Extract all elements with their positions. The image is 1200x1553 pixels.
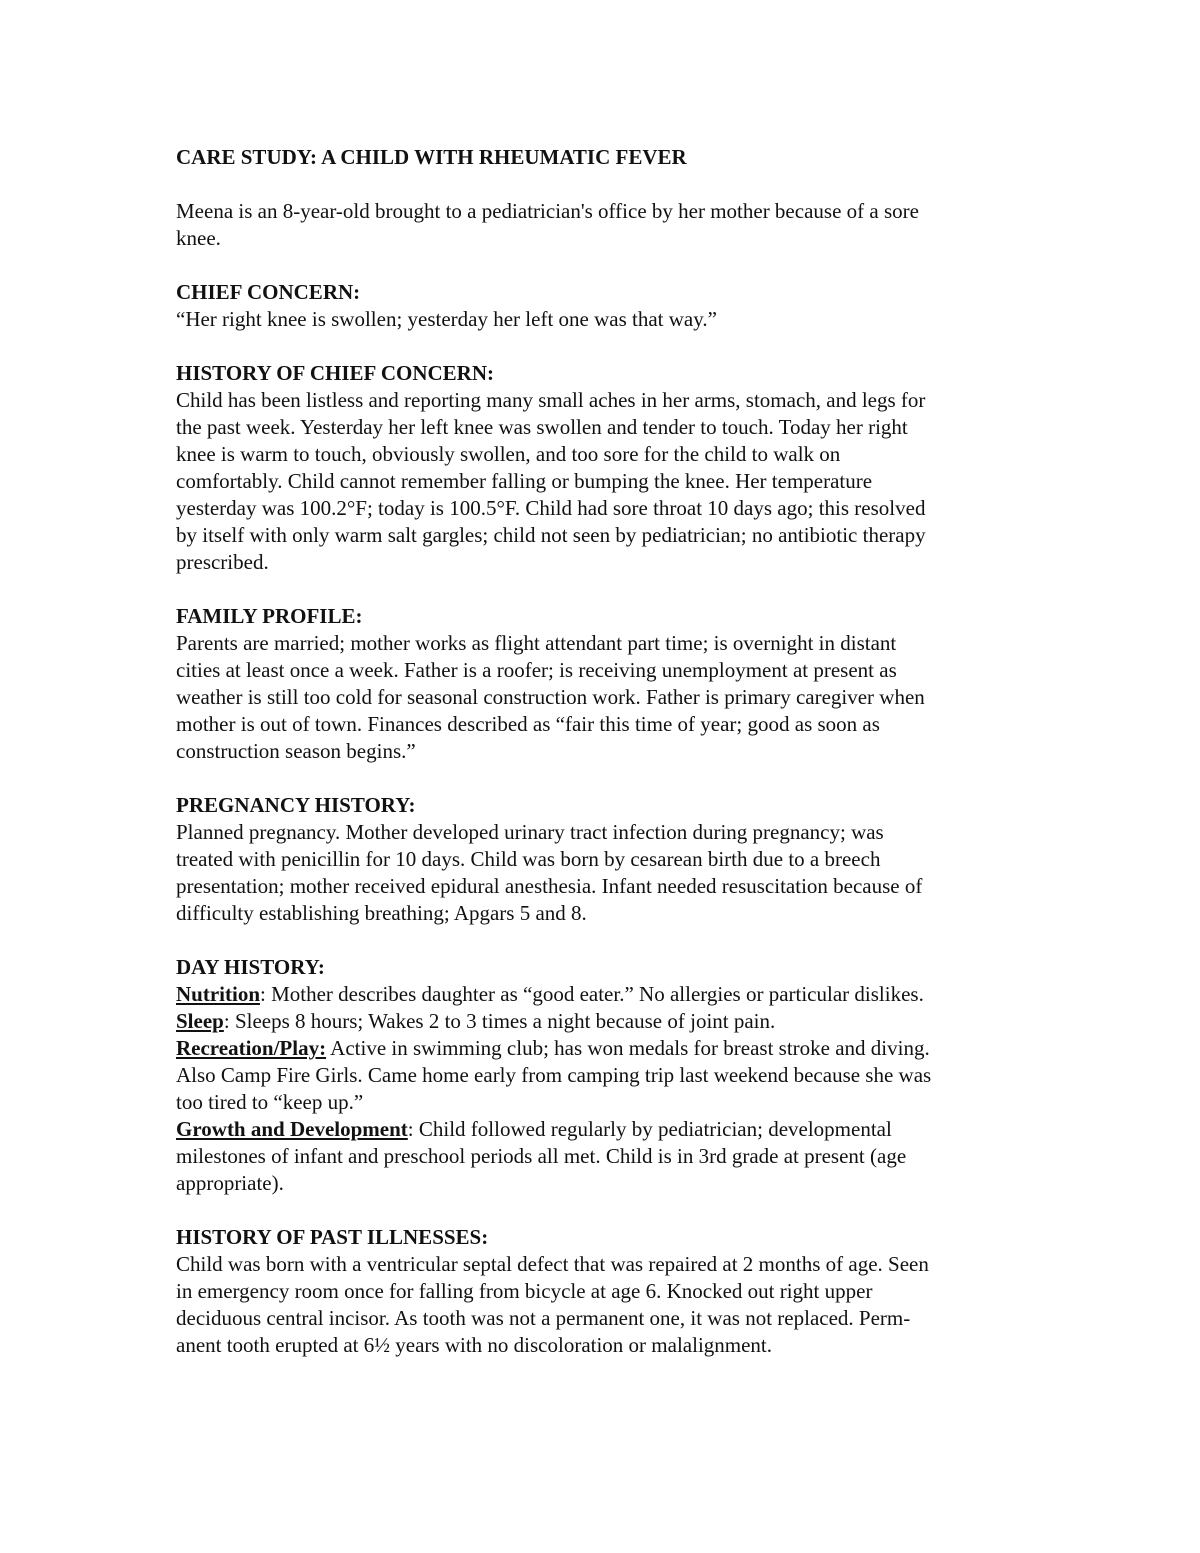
- text-line: Meena is an 8-year-old brought to a pediatrician's office by her mother because of a sore: [176, 199, 919, 223]
- text-line: construction season begins.”: [176, 739, 416, 763]
- section-heading: PREGNANCY HISTORY:: [176, 793, 416, 817]
- item-text: too tired to “keep up.”: [176, 1090, 364, 1114]
- section-heading: FAMILY PROFILE:: [176, 604, 363, 628]
- text-line: [176, 1116, 1076, 1143]
- text-line: mother is out of town. Finances described as “fair this time of year; good as soon as: [176, 712, 880, 736]
- item-label: Sleep: [176, 1009, 224, 1033]
- item-text: Child followed regularly by pediatrician; developmental: [418, 1117, 892, 1141]
- item-text: Active in swimming club; has won medals for breast stroke and diving.: [330, 1036, 930, 1060]
- section: [176, 360, 1076, 576]
- text-line: [176, 1062, 1076, 1089]
- section: [176, 954, 1076, 1197]
- item-label: Growth and Development: [176, 1117, 408, 1141]
- intro-paragraph: [176, 198, 1076, 252]
- text-line: presentation; mother received epidural anesthesia. Infant needed resuscitation because of: [176, 874, 923, 898]
- section-heading: HISTORY OF PAST ILLNESSES:: [176, 1225, 489, 1249]
- text-line: anent tooth erupted at 6½ years with no discoloration or malalignment.: [176, 1333, 773, 1357]
- text-line: difficulty establishing breathing; Apgars 5 and 8.: [176, 901, 587, 925]
- item-label: Nutrition: [176, 982, 260, 1006]
- item-text: Also Camp Fire Girls. Came home early from camping trip last weekend because she was: [176, 1063, 932, 1087]
- text-line: [176, 1143, 1076, 1170]
- item-label: Recreation/Play:: [176, 1036, 327, 1060]
- section: [176, 603, 1076, 765]
- text-line: Parents are married; mother works as flight attendant part time; is overnight in distant: [176, 631, 897, 655]
- item-text: Mother describes daughter as “good eater.” No allergies or particular dislikes.: [271, 982, 924, 1006]
- text-line: [176, 1170, 1076, 1197]
- item-separator: :: [407, 1117, 419, 1141]
- text-line: [176, 1089, 1076, 1116]
- text-line: comfortably. Child cannot remember falling or bumping the knee. Her temperature: [176, 469, 873, 493]
- text-line: knee.: [176, 226, 221, 250]
- item-text: Sleeps 8 hours; Wakes 2 to 3 times a night because of joint pain.: [234, 1009, 776, 1033]
- text-line: treated with penicillin for 10 days. Child was born by cesarean birth due to a breech: [176, 847, 881, 871]
- text-line: prescribed.: [176, 550, 269, 574]
- section: [176, 792, 1076, 927]
- section: [176, 279, 1076, 333]
- text-line: cities at least once a week. Father is a roofer; is receiving unemployment at present as: [176, 658, 897, 682]
- text-line: yesterday was 100.2°F; today is 100.5°F. Child had sore throat 10 days ago; this resolved: [176, 496, 926, 520]
- item-text: milestones of infant and preschool periods all met. Child is in 3rd grade at present (age: [176, 1144, 907, 1168]
- text-line: weather is still too cold for seasonal construction work. Father is primary caregiver when: [176, 685, 925, 709]
- text-line: in emergency room once for falling from bicycle at age 6. Knocked out right upper: [176, 1279, 873, 1303]
- text-line: Planned pregnancy. Mother developed urinary tract infection during pregnancy; was: [176, 820, 884, 844]
- text-line: [176, 1008, 1076, 1035]
- section-heading: CHIEF CONCERN:: [176, 280, 361, 304]
- text-line: deciduous central incisor. As tooth was not a permanent one, it was not replaced. Perm-: [176, 1306, 911, 1330]
- text-line: “Her right knee is swollen; yesterday her left one was that way.”: [176, 307, 717, 331]
- text-line: [176, 981, 1076, 1008]
- text-line: [176, 1035, 1076, 1062]
- text-line: Child was born with a ventricular septal defect that was repaired at 2 months of age. Seen: [176, 1252, 929, 1276]
- section-heading: DAY HISTORY:: [176, 955, 325, 979]
- text-line: by itself with only warm salt gargles; child not seen by pediatrician; no antibiotic therapy: [176, 523, 926, 547]
- text-line: the past week. Yesterday her left knee was swollen and tender to touch. Today her right: [176, 415, 908, 439]
- item-separator: :: [260, 982, 272, 1006]
- section-heading: HISTORY OF CHIEF CONCERN:: [176, 361, 494, 385]
- document-title: CARE STUDY: A CHILD WITH RHEUMATIC FEVER: [176, 145, 687, 169]
- document-page: [176, 144, 1076, 1359]
- item-text: appropriate).: [176, 1171, 284, 1195]
- section: [176, 1224, 1076, 1359]
- text-line: Child has been listless and reporting many small aches in her arms, stomach, and legs for: [176, 388, 926, 412]
- text-line: knee is warm to touch, obviously swollen, and too sore for the child to walk on: [176, 442, 841, 466]
- item-separator: :: [223, 1009, 235, 1033]
